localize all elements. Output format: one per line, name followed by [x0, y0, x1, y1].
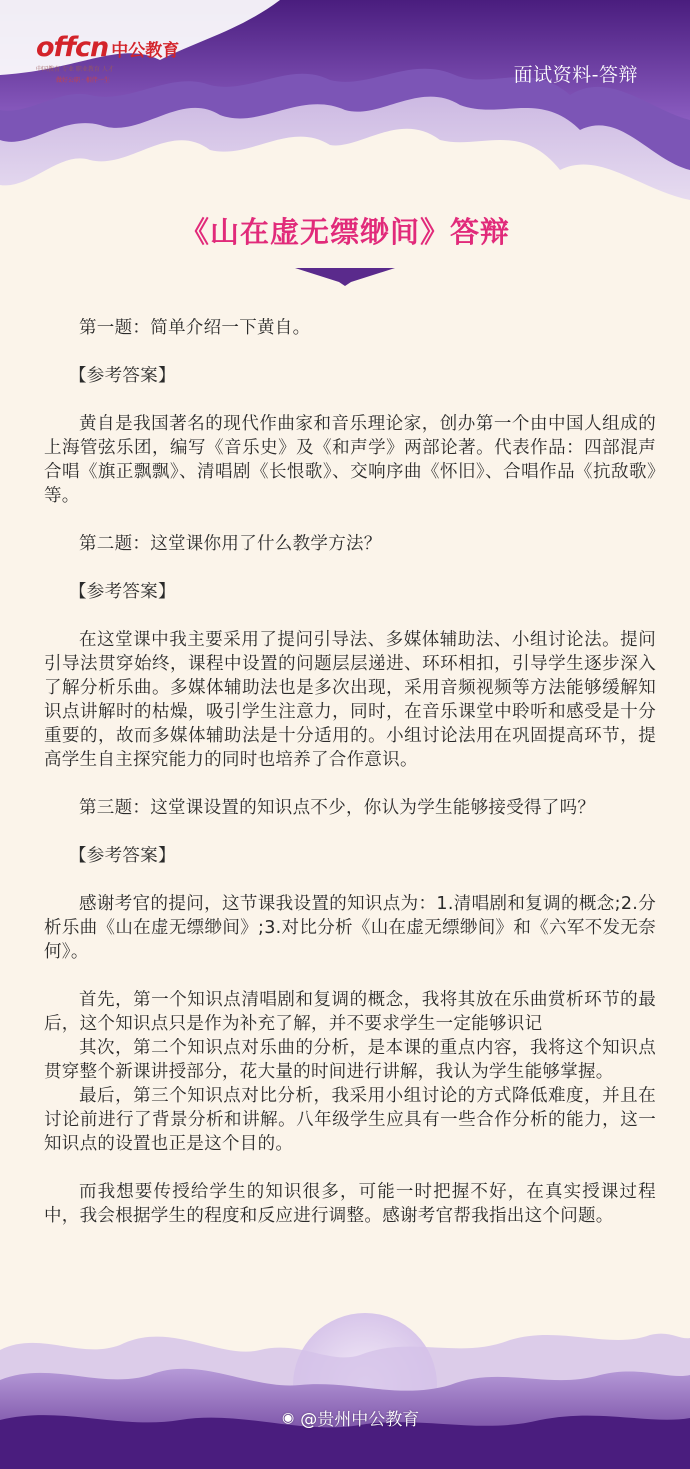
brand-logo — [36, 34, 196, 90]
answer-3-second: 其次，第二个知识点对乐曲的分析，是本课的重点内容，我将这个知识点贯穿整个新课讲授部分，花大量的时间进行讲解，我认为学生能够掌握。 — [44, 1038, 656, 1082]
question-1: 第一题：简单介绍一下黄自。 — [79, 318, 311, 338]
answer-3-conclusion: 而我想要传授给学生的知识很多，可能一时把握不好，在真实授课过程中，我会根据学生的程度和反应进行调整。感谢考官帮我指出这个问题。 — [44, 1182, 656, 1226]
logo-latin-text: offcn — [36, 32, 109, 63]
weibo-watermark — [282, 1405, 419, 1430]
answer-2: 在这堂课中我主要采用了提问引导法、多媒体辅助法、小组讨论法。提问引导法贯穿始终，课程中设置的问题层层递进、环环相扣，引导学生逐步深入了解分析乐曲。多媒体辅助法也是多次出现，采用音频视频等方法能够缓解知识点讲解时的枯燥，吸引学生注意力，同时，在音乐课堂中聆听和感受是十分重要的，故而多媒体辅助法是十分适用的。小组讨论法用在巩固提高环节，提高学生自主探究能力的同时也培养了合作意识。 — [44, 630, 656, 770]
logo-slogan: 做好公职 · 相伴一生 — [56, 77, 110, 84]
document-body — [44, 300, 656, 1228]
question-3: 第三题：这堂课设置的知识点不少，你认为学生能够接受得了吗？ — [79, 798, 596, 818]
logo-tagline: 中国教育 专业 职业教育 人才 — [36, 66, 114, 73]
question-2: 第二题：这堂课你用了什么教学方法？ — [79, 534, 382, 554]
watermark-text: @贵州中公教育 — [300, 1410, 420, 1430]
answer-1: 黄自是我国著名的现代作曲家和音乐理论家，创办第一个由中国人组成的上海管弦乐团，编写《音乐史》及《和声学》两部论著。代表作品：四部混声合唱《旗正飘飘》、清唱剧《长恨歌》、交响序曲《怀旧》、合唱作品《抗敌歌》等。 — [44, 414, 656, 506]
answer-3-third: 最后，第三个知识点对比分析，我采用小组讨论的方式降低难度，并且在讨论前进行了背景分析和讲解。八年级学生应具有一些合作分析的能力，这一知识点的设置也正是这个目的。 — [44, 1086, 656, 1154]
answer-3-intro: 感谢考官的提问，这节课我设置的知识点为：1.清唱剧和复调的概念;2.分析乐曲《山在虚无缥缈间》;3.对比分析《山在虚无缥缈间》和《六军不发无奈何》。 — [44, 894, 656, 962]
answer-heading-1: 【参考答案】 — [69, 366, 176, 386]
footer-mountains-decoration — [0, 1290, 690, 1469]
page-title: 《山在虚无缥缈间》答辩 — [179, 215, 510, 249]
weibo-icon: ◉ — [282, 1409, 295, 1426]
document-category-label: 面试资料-答辩 — [513, 64, 638, 86]
answer-heading-2: 【参考答案】 — [69, 582, 176, 602]
title-divider-icon — [295, 268, 395, 288]
answer-heading-3: 【参考答案】 — [69, 846, 176, 866]
answer-3-first: 首先，第一个知识点清唱剧和复调的概念，我将其放在乐曲赏析环节的最后，这个知识点只是作为补充了解，并不要求学生一定能够识记 — [44, 990, 656, 1034]
logo-cn-text: 中公教育 — [111, 41, 180, 61]
